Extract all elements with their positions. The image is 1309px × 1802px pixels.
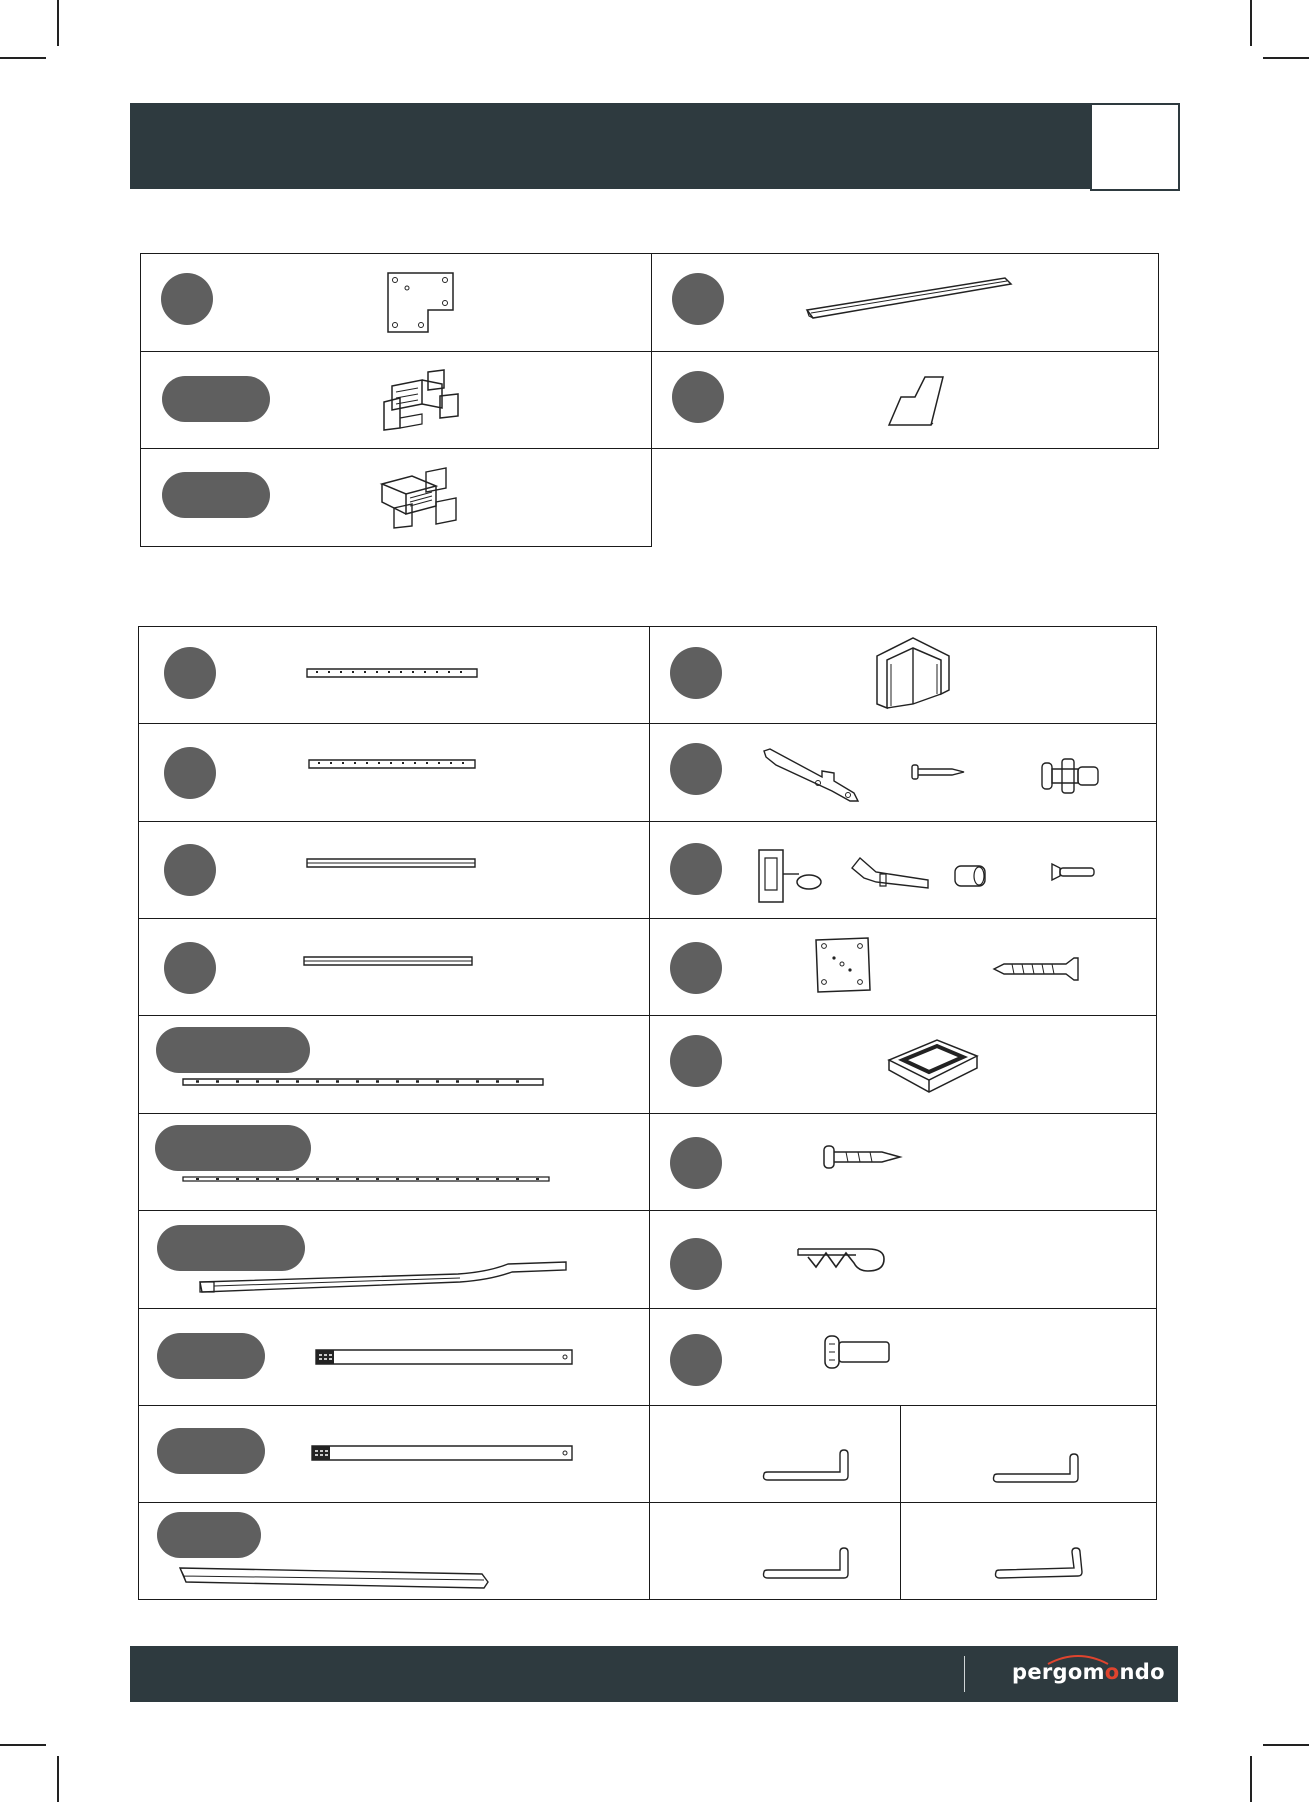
cover-strip-icon: [178, 1566, 490, 1590]
part-number-badge: [157, 1333, 265, 1379]
part-number-badge: [670, 1035, 722, 1087]
page-number-box: [1090, 103, 1180, 191]
hinge-arm-icon: [850, 856, 930, 892]
part-cell: [649, 1308, 1157, 1406]
base-plate-icon: [812, 936, 872, 994]
r-clip-pin-icon: [796, 1243, 886, 1277]
part-number-badge: [157, 1428, 265, 1474]
part-number-badge: [156, 1027, 310, 1073]
part-number-badge: [670, 1137, 722, 1189]
part-cell: [649, 1113, 1157, 1211]
beam-icon: [315, 1348, 573, 1366]
brand-logo-suffix: ndo: [1119, 1660, 1165, 1684]
crop-mark: [57, 0, 59, 46]
crop-mark: [57, 1756, 59, 1802]
footer-divider: [964, 1656, 965, 1692]
bolt-icon: [1038, 757, 1102, 795]
part-number-badge: [670, 942, 722, 994]
latch-hardware-icon: [755, 848, 827, 904]
long-perforated-rail-icon: [182, 1175, 550, 1183]
part-number-badge: [157, 1512, 261, 1558]
l-shaped-mounting-plate-icon: [385, 270, 455, 335]
spacer-sleeve-icon: [953, 862, 989, 890]
bracket-icon: [762, 747, 868, 803]
header-bar: [130, 103, 1090, 189]
square-cap-icon: [885, 1036, 981, 1096]
brand-logo-arc-icon: [1046, 1652, 1110, 1666]
angle-profile-icon: [805, 272, 1015, 322]
part-number-badge: [672, 371, 724, 423]
part-number-badge: [164, 747, 216, 799]
crop-mark: [0, 57, 46, 59]
part-cell: [649, 1210, 1157, 1309]
wood-screw-icon: [992, 954, 1088, 984]
crop-mark: [1250, 1756, 1252, 1802]
screw-icon: [910, 762, 966, 782]
bolt-icon: [823, 1334, 893, 1370]
part-number-badge: [164, 647, 216, 699]
corner-connector-right-icon: [376, 462, 460, 530]
part-number-badge: [164, 942, 216, 994]
crop-mark: [1263, 57, 1309, 59]
gutter-profile-icon: [198, 1260, 568, 1294]
crop-mark: [0, 1744, 46, 1746]
brand-logo-accent: o: [1104, 1660, 1120, 1684]
part-number-badge: [670, 843, 722, 895]
part-number-badge: [162, 472, 270, 518]
allen-key-icon: [990, 1452, 1080, 1484]
screw-icon: [822, 1142, 902, 1172]
part-number-badge: [670, 647, 722, 699]
allen-key-icon: [760, 1546, 850, 1582]
part-number-badge: [670, 1238, 722, 1290]
crop-mark: [1263, 1744, 1309, 1746]
part-number-badge: [162, 376, 270, 422]
allen-key-icon: [992, 1546, 1084, 1582]
countersunk-bolt-icon: [1050, 862, 1096, 882]
rail-icon: [303, 955, 473, 967]
allen-key-icon: [760, 1448, 850, 1484]
rail-icon: [306, 857, 476, 869]
perforated-rail-icon: [308, 757, 476, 771]
part-number-badge: [155, 1125, 311, 1171]
part-number-badge: [670, 743, 722, 795]
beam-icon: [311, 1444, 573, 1462]
perforated-rail-icon: [306, 666, 478, 680]
small-plate-icon: [885, 373, 947, 428]
brand-logo-prefix: pergom: [1012, 1660, 1105, 1684]
part-number-badge: [670, 1334, 722, 1386]
corner-connector-left-icon: [382, 368, 462, 434]
part-number-badge: [161, 273, 213, 325]
crop-mark: [1250, 0, 1252, 46]
corner-profile-icon: [873, 634, 953, 714]
part-number-badge: [672, 273, 724, 325]
part-number-badge: [164, 844, 216, 896]
long-perforated-rail-icon: [182, 1077, 544, 1087]
